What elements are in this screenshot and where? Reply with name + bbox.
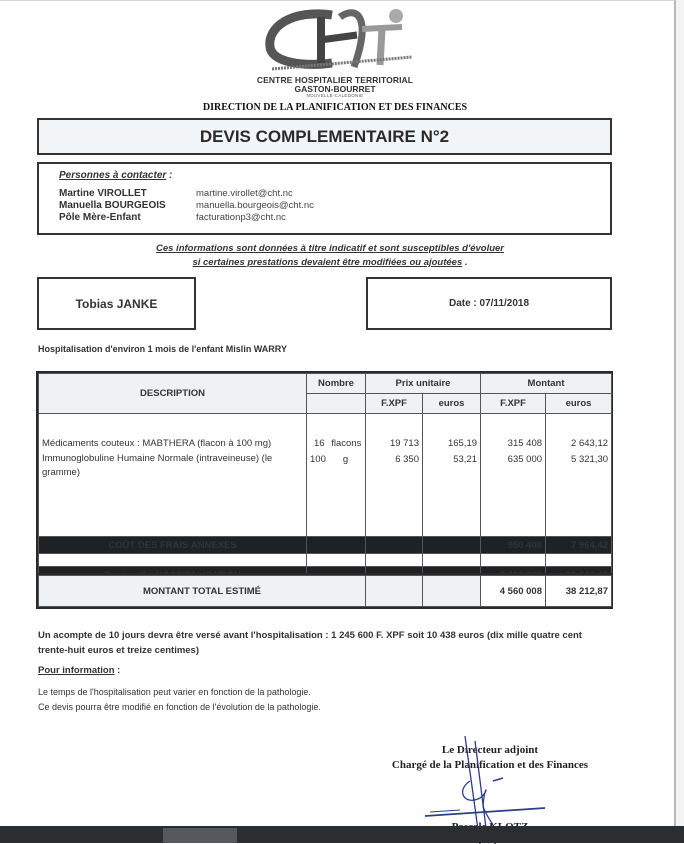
item-pu-eur: 53,21 — [453, 454, 478, 465]
items-mt-xpf-cell — [481, 414, 546, 537]
document-title-box — [37, 118, 612, 155]
deposit-statement: Un acompte de 10 jours devra être versé avant l'hospitalisation : 1 245 600 F. XPF soit 10 438 euros (dix mille quatre cent trente-huit euros et treize centimes) — [38, 630, 582, 656]
item-qty: 16 — [314, 438, 325, 449]
item-mt-xpf: 635 000 — [507, 454, 543, 465]
col-subheader-mt-euros: euros — [546, 394, 612, 414]
table-items-row — [39, 414, 612, 537]
item-mt-eur: 2 643,12 — [571, 438, 609, 449]
info-line: Ce devis pourra être modifié en fonction de l'évolution de la pathologie. — [38, 702, 321, 712]
items-description-cell — [39, 414, 307, 537]
scrollbar-thumb[interactable] — [163, 828, 237, 843]
subtotal-row — [39, 537, 612, 554]
contact-name: Martine VIROLLET — [59, 188, 147, 199]
items-mt-eur-cell — [546, 414, 612, 537]
subtotal-label: COÛT DES FRAIS ANNEXES — [39, 537, 307, 554]
direction-heading: DIRECTION DE LA PLANIFICATION ET DES FINANCES — [202, 102, 468, 113]
col-header-nombre: Nombre — [307, 374, 366, 394]
subtotal-xpf: 950 408 — [481, 537, 546, 554]
signatory-role: Chargé de la Planification et des Finances — [391, 759, 589, 771]
org-name-line1: CENTRE HOSPITALIER TERRITORIAL — [256, 75, 414, 85]
contact-email[interactable]: martine.virollet@cht.nc — [196, 188, 293, 199]
total-eur: 38 212,87 — [546, 576, 612, 607]
horizontal-scrollbar[interactable] — [0, 826, 684, 843]
contacts-box — [37, 162, 612, 235]
contact-email[interactable]: facturationp3@cht.nc — [196, 212, 286, 223]
item-pu-xpf: 19 713 — [389, 438, 419, 449]
subtotal-eur: 7 964,42 — [546, 537, 612, 554]
patient-name-box — [37, 277, 196, 330]
org-name-line2: GASTON-BOURRET — [294, 84, 376, 94]
item-pu-eur: 165,19 — [447, 438, 478, 449]
col-subheader-pu-xpf: F.XPF — [366, 394, 423, 414]
col-subheader-pu-euros: euros — [423, 394, 481, 414]
info-line: Le temps de l'hospitalisation peut varier en fonction de la pathologie. — [38, 687, 311, 697]
patient-name: Tobias JANKE — [75, 296, 158, 311]
item-mt-xpf: 315 408 — [507, 438, 543, 449]
col-subheader-empty — [307, 394, 366, 414]
total-row — [39, 576, 612, 607]
quote-date: Date : 07/11/2018 — [448, 298, 530, 309]
item-unit: flacons — [331, 438, 362, 449]
hospitalisation-description: Hospitalisation d'environ 1 mois de l'enfant Mislin WARRY — [38, 344, 287, 354]
col-header-prix-unitaire: Prix unitaire — [366, 374, 481, 394]
col-subheader-mt-xpf: F.XPF — [481, 394, 546, 414]
signatory-title: Le Directeur adjoint — [441, 744, 539, 756]
info-heading: Pour information : — [38, 665, 121, 676]
col-header-description: DESCRIPTION — [39, 374, 307, 414]
item-description: Immunoglobuline Humaine Normale (intraveineuse) (le gramme) — [42, 453, 273, 478]
item-qty: 100 — [310, 454, 326, 465]
cht-logo-icon — [262, 7, 422, 75]
item-unit: g — [342, 454, 349, 465]
org-name-line3: NOUVELLE-CALÉDONIE — [306, 93, 364, 98]
items-qty-cell — [307, 414, 366, 537]
document-title: DEVIS COMPLEMENTAIRE N°2 — [199, 126, 450, 146]
contact-name: Manuella BOURGEOIS — [59, 200, 166, 211]
date-box — [366, 277, 612, 330]
table-header-row — [39, 374, 612, 394]
total-box — [36, 573, 613, 609]
items-pu-eur-cell — [423, 414, 481, 537]
page-margin — [676, 0, 684, 826]
blank-row — [39, 554, 612, 567]
contact-name: Pôle Mère-Enfant — [59, 212, 141, 223]
item-description: Médicaments couteux : MABTHERA (flacon à 100 mg) — [42, 438, 272, 449]
disclaimer-notice: Ces informations sont données à titre indicatif et sont susceptibles d'évoluer si certaines prestations devaient être modifiées ou ajoutées . — [155, 243, 505, 268]
quote-table — [36, 371, 613, 586]
total-xpf: 4 560 008 — [481, 576, 546, 607]
col-header-montant: Montant — [481, 374, 612, 394]
total-label: MONTANT TOTAL ESTIMÉ — [39, 576, 366, 607]
items-pu-xpf-cell — [366, 414, 423, 537]
contact-email[interactable]: manuella.bourgeois@cht.nc — [196, 200, 314, 211]
item-pu-xpf: 6 350 — [395, 454, 419, 465]
item-mt-eur: 5 321,30 — [571, 454, 609, 465]
contacts-heading: Personnes à contacter : — [59, 170, 173, 181]
